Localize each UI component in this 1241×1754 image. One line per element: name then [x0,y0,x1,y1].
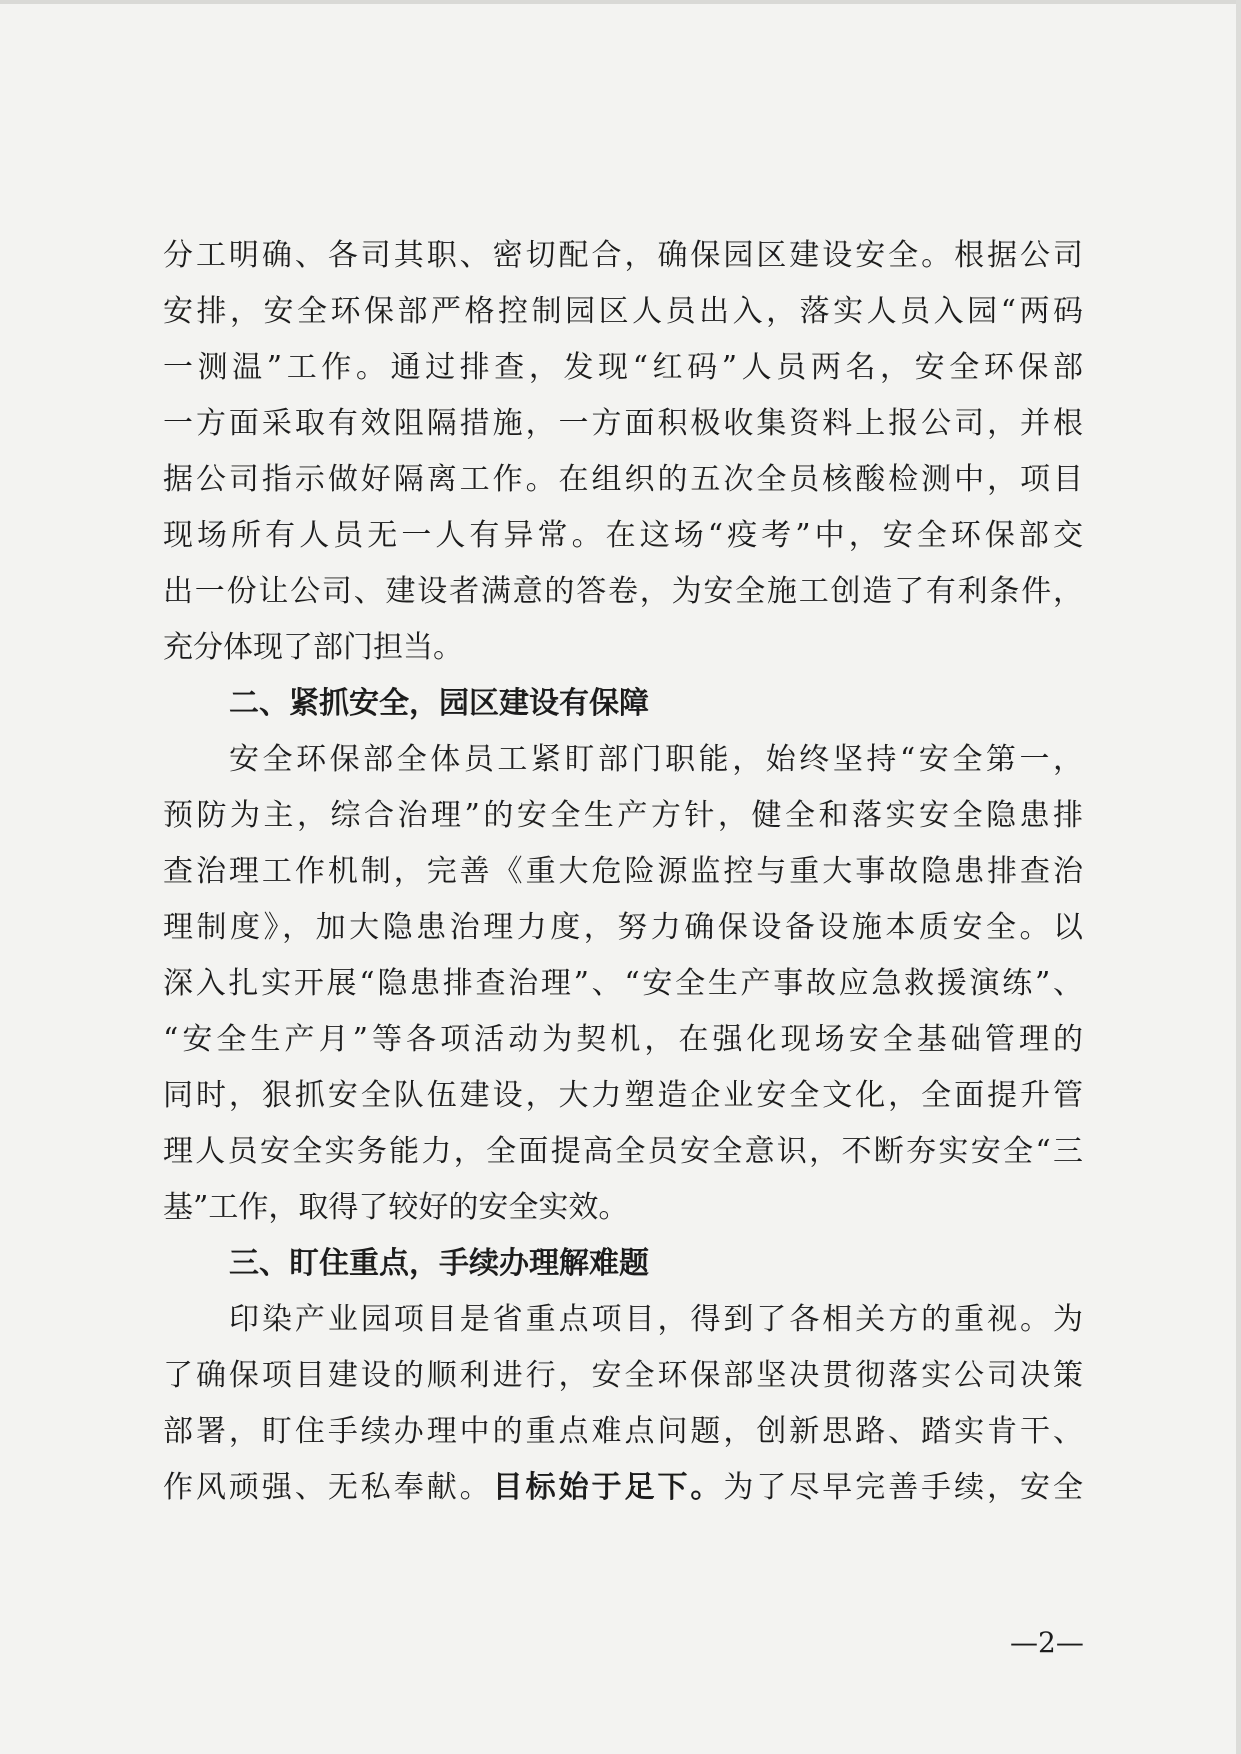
text-line: 部署，盯住手续办理中的重点难点问题，创新思路、踏实肯干、 [163,1414,1083,1449]
text-line: 基”工作，取得了较好的安全实效。 [163,1190,629,1225]
text-line: 安排，安全环保部严格控制园区人员出入，落实人员入园“两码 [163,294,1083,329]
text-line: 安全环保部全体员工紧盯部门职能，始终坚持“安全第一， [229,742,1083,777]
emphasized-text: 目标始于足下。 [492,1470,724,1505]
text-line: 查治理工作机制，完善《重大危险源监控与重大事故隐患排查治 [163,854,1083,889]
scan-edge-right [1236,0,1241,1754]
section-heading-2: 二、紧抓安全，园区建设有保障 [229,686,649,721]
text-line: 据公司指示做好隔离工作。在组织的五次全员核酸检测中，项目 [163,462,1083,497]
scan-edge-top [0,0,1241,4]
paragraph-3 [163,1292,1083,1516]
text-line: 深入扎实开展“隐患排查治理”、“安全生产事故应急救援演练”、 [163,966,1083,1001]
text-line: 预防为主，综合治理”的安全生产方针，健全和落实安全隐患排 [163,798,1083,833]
page-number: —2— [1010,1626,1084,1659]
text-line: 现场所有人员无一人有异常。在这场“疫考”中，安全环保部交 [163,518,1083,553]
text-line: 一测温”工作。通过排查，发现“红码”人员两名，安全环保部 [163,350,1083,385]
text-line [163,1460,1083,1516]
text-run: 为了尽早完善手续，安全 [723,1470,1084,1505]
text-run: 作风顽强、无私奉献。 [163,1470,493,1505]
paragraph-2 [163,732,1083,1236]
text-line: 了确保项目建设的顺利进行，安全环保部坚决贯彻落实公司决策 [163,1358,1083,1393]
text-line: 出一份让公司、建设者满意的答卷，为安全施工创造了有利条件， [163,574,1083,609]
text-line: 理人员安全实务能力，全面提高全员安全意识，不断夯实安全“三 [163,1134,1083,1169]
text-line: 充分体现了部门担当。 [163,630,463,665]
text-line: 一方面采取有效阻隔措施，一方面积极收集资料上报公司，并根 [163,406,1083,441]
text-line: 理制度》，加大隐患治理力度，努力确保设备设施本质安全。以 [163,910,1083,945]
body-text [163,228,1083,1516]
text-line: 同时，狠抓安全队伍建设，大力塑造企业安全文化，全面提升管 [163,1078,1083,1113]
paragraph-1 [163,228,1083,676]
section-heading-3: 三、盯住重点，手续办理解难题 [229,1246,649,1281]
text-line: 分工明确、各司其职、密切配合，确保园区建设安全。根据公司 [163,238,1083,273]
text-line: 印染产业园项目是省重点项目，得到了各相关方的重视。为 [229,1302,1083,1337]
text-line: “安全生产月”等各项活动为契机，在强化现场安全基础管理的 [163,1022,1083,1057]
